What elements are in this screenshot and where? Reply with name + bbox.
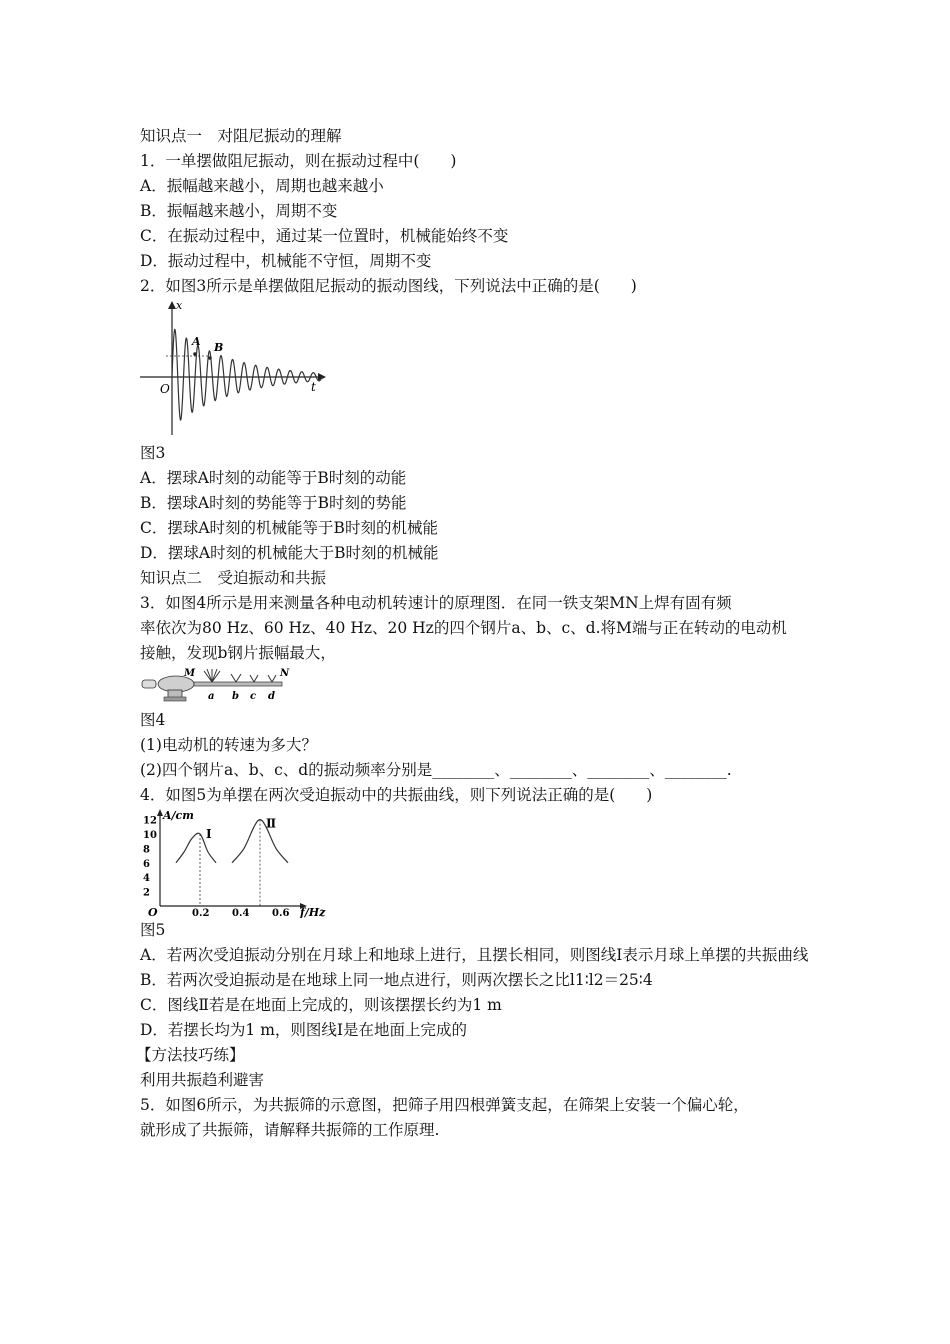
reed-label-a: a — [208, 691, 215, 702]
label-m: M — [184, 668, 196, 679]
question-stem: 1．一单摆做阻尼振动，则在振动过程中( ) — [140, 152, 457, 170]
figure-caption: 图4 — [140, 711, 166, 729]
y-axis-label: A/cm — [163, 809, 194, 822]
option: B．若两次受迫振动是在地球上同一地点进行，则两次摆长之比l1∶l2＝25∶4 — [140, 971, 653, 989]
y-tick-label: 2 — [143, 887, 150, 899]
question-stem: 3．如图4所示是用来测量各种电动机转速计的原理图．在同一铁支架MN上焊有固有频 — [140, 594, 732, 612]
option: A．振幅越来越小，周期也越来越小 — [140, 177, 384, 195]
section-heading: 【方法技巧练】 — [136, 1046, 245, 1064]
motor-reeds-figure — [140, 666, 300, 708]
section-title: 知识点一 对阻尼振动的理解 — [140, 127, 342, 145]
point-a-label: A — [192, 335, 201, 348]
figure-caption: 图5 — [140, 921, 166, 939]
origin-label: O — [148, 906, 158, 918]
option: D．若摆长均为1 m，则图线Ⅰ是在地面上完成的 — [140, 1021, 468, 1039]
origin-label: O — [160, 382, 170, 396]
reed-c — [250, 675, 258, 682]
curve-1-label: Ⅰ — [206, 827, 212, 841]
motor-shaft — [142, 680, 156, 688]
x-axis-label: x — [176, 301, 183, 312]
y-tick-label: 12 — [143, 815, 157, 827]
damped-oscillation-figure — [140, 301, 340, 441]
figure-caption: 图3 — [140, 444, 166, 462]
label-n: N — [280, 668, 290, 679]
x-axis-arrow — [168, 301, 176, 309]
x-axis-label: f/Hz — [300, 906, 326, 918]
sub-question: (2)四个钢片a、b、c、d的振动频率分别是________、________、________、________. — [140, 761, 732, 779]
question-stem: 4．如图5为单摆在两次受迫振动中的共振曲线，则下列说法正确的是( ) — [140, 786, 653, 804]
reed-a — [204, 669, 220, 682]
y-tick-label: 10 — [143, 830, 157, 841]
question-stem: 2．如图3所示是单摆做阻尼振动的振动图线，下列说法中正确的是( ) — [140, 277, 637, 295]
option: D．摆球A时刻的机械能大于B时刻的机械能 — [140, 544, 439, 562]
x-tick-label: 0.2 — [192, 908, 210, 918]
question-stem: 率依次为80 Hz、60 Hz、40 Hz、20 Hz的四个钢片a、b、c、d.将M端与正在转动的电动机 — [140, 619, 787, 637]
motor-base — [164, 697, 186, 701]
question-stem: 5．如图6所示，为共振筛的示意图，把筛子用四根弹簧支起，在筛架上安装一个偏心轮， — [140, 1096, 749, 1114]
reed-label-c: c — [250, 691, 257, 702]
point-b-label: B — [214, 341, 224, 354]
document-page — [136, 120, 830, 1143]
option: B．振幅越来越小，周期不变 — [140, 202, 338, 220]
resonance-curve-figure — [140, 808, 340, 918]
curve-2-label: Ⅱ — [266, 816, 277, 831]
y-tick-label: 4 — [143, 873, 150, 885]
option: C．图线Ⅱ若是在地面上完成的，则该摆摆长约为1 m — [140, 996, 502, 1014]
reed-d — [268, 675, 276, 682]
y-tick-label: 8 — [143, 844, 150, 856]
question-stem: 就形成了共振筛，请解释共振筛的工作原理. — [140, 1121, 440, 1139]
reed-b — [231, 674, 241, 682]
x-tick-label: 0.4 — [232, 908, 250, 918]
section-title: 知识点二 受迫振动和共振 — [140, 569, 327, 587]
option: C．在振动过程中，通过某一位置时，机械能始终不变 — [140, 227, 509, 245]
section-subtitle: 利用共振趋利避害 — [140, 1071, 265, 1089]
y-tick-label: 6 — [143, 858, 150, 870]
x-tick-label: 0.6 — [272, 908, 290, 918]
support-mn — [194, 682, 282, 686]
option: D．振动过程中，机械能不守恒，周期不变 — [140, 252, 432, 270]
t-axis-label: t — [311, 380, 316, 394]
option: B．摆球A时刻的势能等于B时刻的势能 — [140, 494, 407, 512]
reed-label-b: b — [232, 691, 239, 702]
question-stem: 接触，发现b钢片振幅最大， — [140, 644, 336, 662]
option: A．摆球A时刻的动能等于B时刻的动能 — [140, 469, 407, 487]
option: A．若两次受迫振动分别在月球上和地球上进行，且摆长相同，则图线Ⅰ表示月球上单摆的共振曲线 — [140, 946, 809, 964]
sub-question: (1)电动机的转速为多大？ — [140, 736, 317, 754]
option: C．摆球A时刻的机械能等于B时刻的机械能 — [140, 519, 438, 537]
reed-label-d: d — [268, 691, 275, 702]
